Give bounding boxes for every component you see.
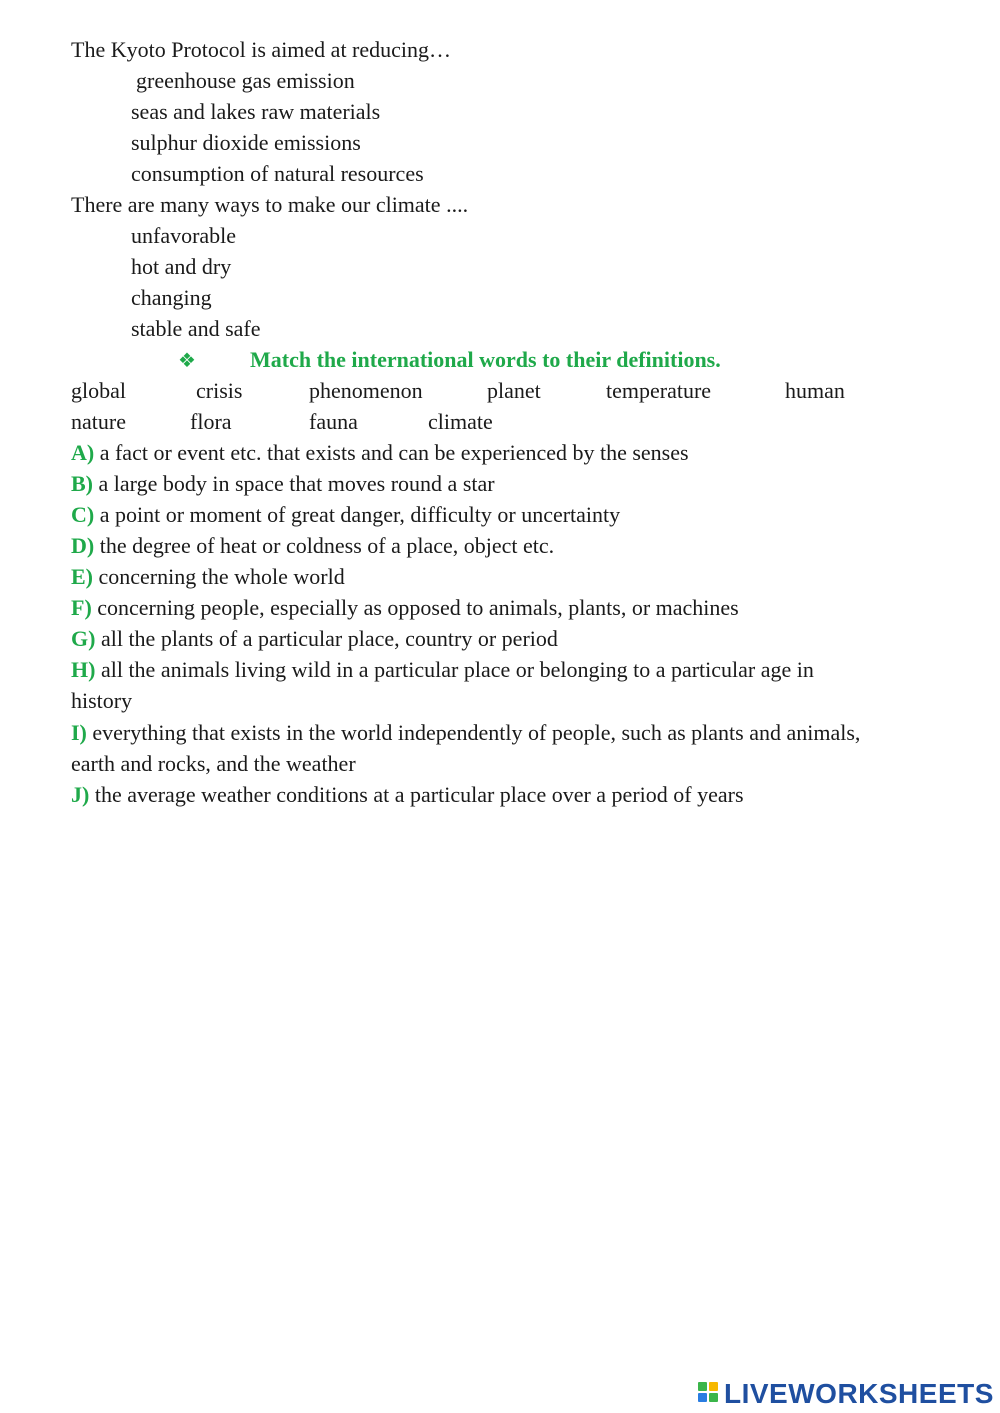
definition-h-continuation: history — [71, 688, 133, 713]
word-fauna[interactable]: fauna — [309, 409, 358, 434]
word-phenomenon[interactable]: phenomenon — [309, 378, 423, 403]
definition-text: everything that exists in the world independently of people, such as plants and animals, — [86, 720, 861, 745]
question-1-option-4[interactable]: consumption of natural resources — [131, 161, 424, 186]
definition-f[interactable] — [71, 595, 739, 621]
matching-heading — [178, 347, 721, 374]
definition-text: all the plants of a particular place, country or period — [95, 626, 558, 651]
question-1-option-3[interactable]: sulphur dioxide emissions — [131, 130, 361, 155]
definition-text: a point or moment of great danger, difficulty or uncertainty — [94, 502, 621, 527]
definition-letter: I) — [71, 720, 87, 745]
definition-text: concerning the whole world — [93, 564, 345, 589]
definition-text: the average weather conditions at a particular place over a period of years — [89, 782, 744, 807]
question-2-stem: There are many ways to make our climate .... — [71, 192, 469, 217]
definition-text: the degree of heat or coldness of a place, object etc. — [94, 533, 555, 558]
definition-c[interactable] — [71, 502, 620, 528]
word-flora[interactable]: flora — [190, 409, 232, 434]
word-nature[interactable]: nature — [71, 409, 126, 434]
definition-letter: E) — [71, 564, 93, 589]
definition-a[interactable] — [71, 440, 689, 466]
definition-e[interactable] — [71, 564, 345, 590]
definition-d[interactable] — [71, 533, 554, 559]
definition-text: concerning people, especially as opposed to animals, plants, or machines — [91, 595, 739, 620]
definition-j[interactable] — [71, 782, 744, 808]
definition-g[interactable] — [71, 626, 558, 652]
question-2-option-4[interactable]: stable and safe — [131, 316, 261, 341]
definition-text: a fact or event etc. that exists and can be experienced by the senses — [94, 440, 689, 465]
definition-i-continuation: earth and rocks, and the weather — [71, 751, 356, 776]
definition-letter: J) — [71, 782, 90, 807]
matching-heading-text: Match the international words to their definitions. — [250, 347, 721, 372]
liveworksheets-logo-text: LIVEWORKSHEETS — [724, 1378, 994, 1409]
liveworksheets-logo-icon — [698, 1380, 722, 1408]
definition-text: all the animals living wild in a particular place or belonging to a particular age in — [95, 657, 814, 682]
question-2-option-3[interactable]: changing — [131, 285, 212, 310]
definition-letter: G) — [71, 626, 96, 651]
word-human[interactable]: human — [785, 378, 845, 403]
word-global[interactable]: global — [71, 378, 126, 403]
definition-letter: H) — [71, 657, 96, 682]
definition-letter: C) — [71, 502, 95, 527]
logo-square-blue — [698, 1393, 707, 1402]
question-1-option-2[interactable]: seas and lakes raw materials — [131, 99, 381, 124]
definition-i[interactable] — [71, 720, 860, 746]
question-1-stem: The Kyoto Protocol is aimed at reducing… — [71, 37, 452, 62]
word-climate[interactable]: climate — [428, 409, 493, 434]
question-2-option-2[interactable]: hot and dry — [131, 254, 232, 279]
definition-letter: B) — [71, 471, 93, 496]
definition-letter: A) — [71, 440, 95, 465]
word-planet[interactable]: planet — [487, 378, 541, 403]
definition-letter: D) — [71, 533, 95, 558]
definition-letter: F) — [71, 595, 92, 620]
diamond-bullet-icon: ❖ — [178, 350, 196, 372]
definition-b[interactable] — [71, 471, 495, 497]
word-temperature[interactable]: temperature — [606, 378, 712, 403]
question-1-option-1[interactable]: greenhouse gas emission — [136, 68, 355, 93]
question-2-option-1[interactable]: unfavorable — [131, 223, 237, 248]
definition-h[interactable] — [71, 657, 814, 683]
word-crisis[interactable]: crisis — [196, 378, 243, 403]
logo-square-green — [698, 1382, 707, 1391]
liveworksheets-logo[interactable] — [698, 1378, 994, 1410]
logo-square-yellow — [709, 1382, 718, 1391]
logo-square-green-2 — [709, 1393, 718, 1402]
definition-text: a large body in space that moves round a star — [93, 471, 495, 496]
